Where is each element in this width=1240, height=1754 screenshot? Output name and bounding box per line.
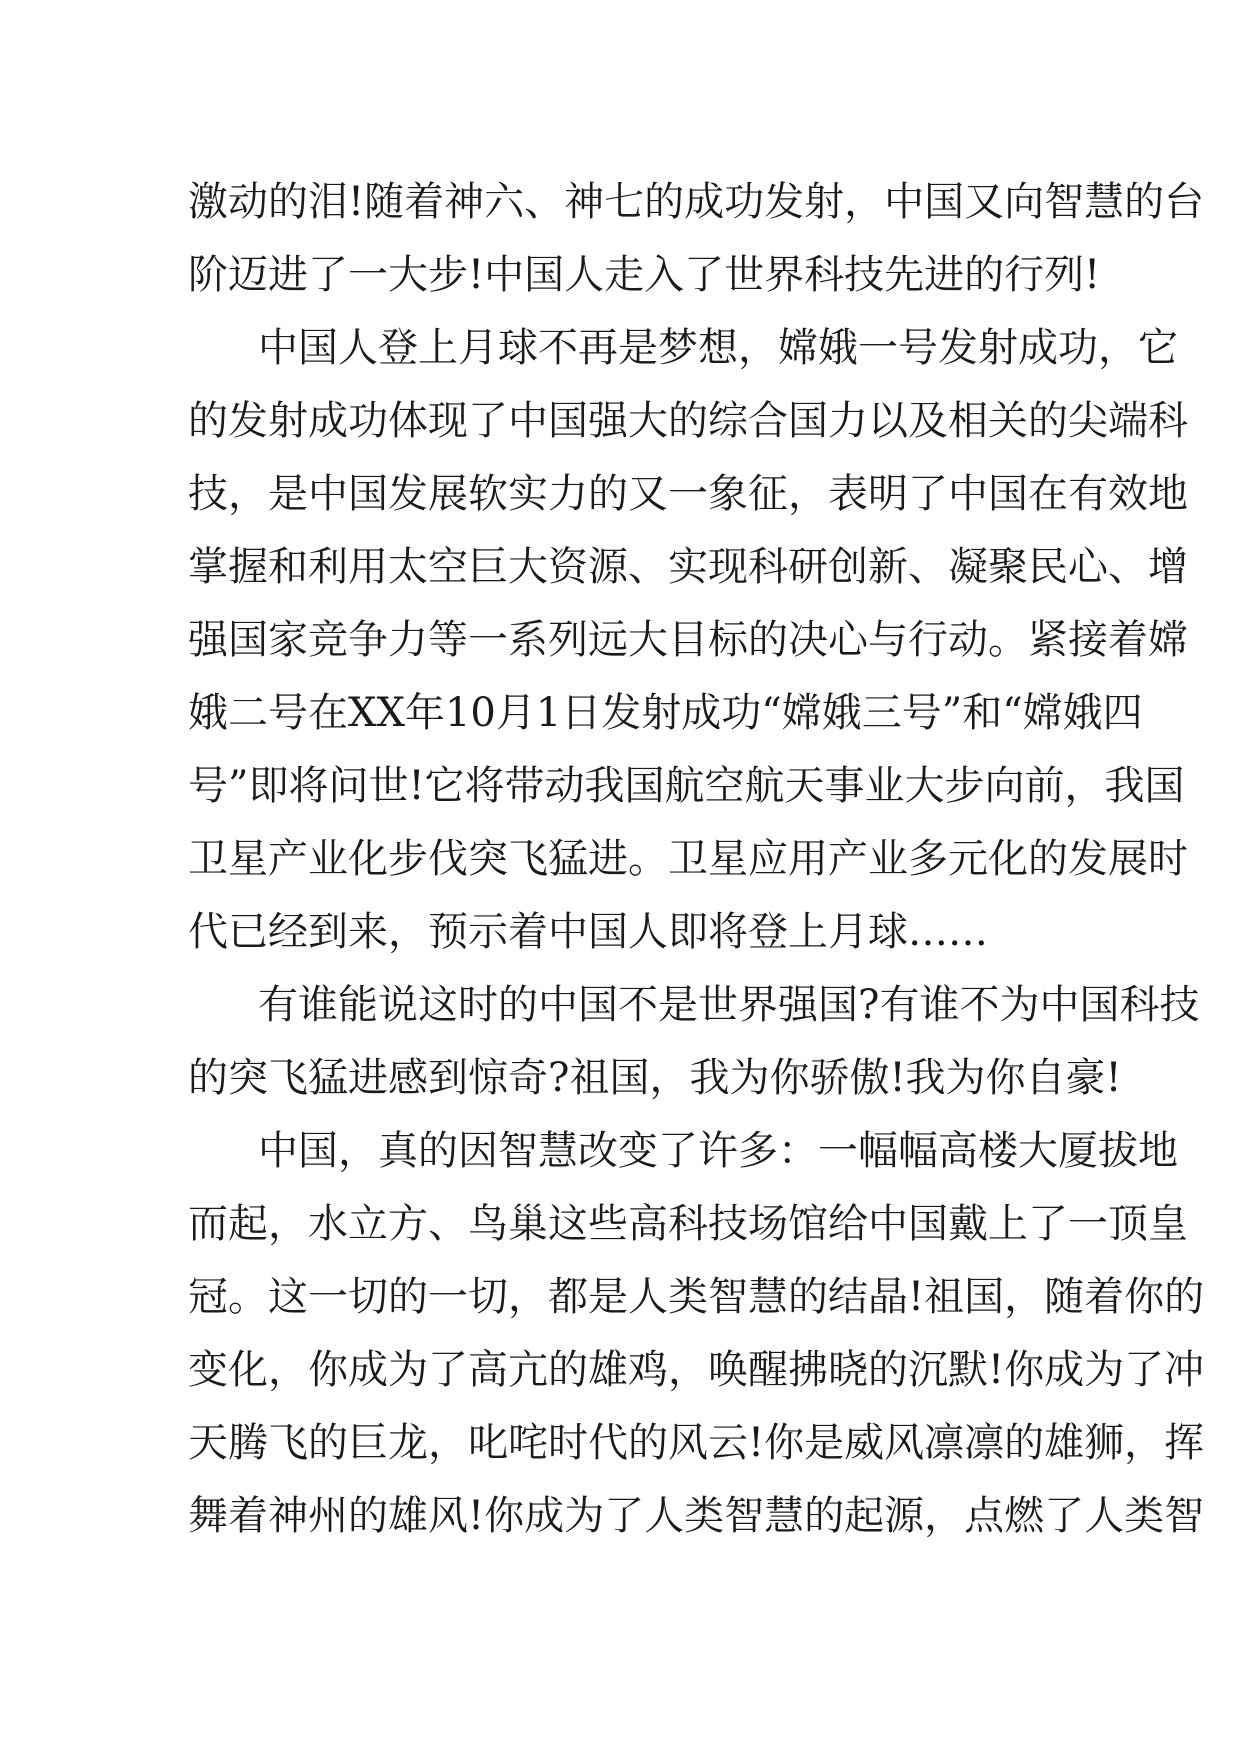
text-line: 阶迈进了一大步!中国人走入了世界科技先进的行列! (188, 252, 1101, 298)
paragraph-1 (188, 166, 1205, 312)
body-text (188, 166, 1205, 1553)
text-line: 变化，你成为了高亢的雄鸡，唤醒拂晓的沉默!你成为了冲 (188, 1347, 1205, 1393)
text-line: 中国，真的因智慧改变了许多：一幅幅高楼大厦拔地 (258, 1128, 1178, 1174)
text-line: 舞着神州的雄风!你成为了人类智慧的起源，点燃了人类智 (188, 1493, 1205, 1539)
text-line: 有谁能说这时的中国不是世界强国?有谁不为中国科技 (258, 982, 1200, 1028)
text-line: 号”即将问世!它将带动我国航空航天事业大步向前，我国 (188, 763, 1185, 809)
text-line: 天腾飞的巨龙，叱咤时代的风云!你是威风凛凛的雄狮，挥 (188, 1420, 1205, 1466)
text-line: 掌握和利用太空巨大资源、实现科研创新、凝聚民心、增 (188, 544, 1188, 590)
text-line: 技，是中国发展软实力的又一象征，表明了中国在有效地 (188, 471, 1188, 517)
paragraph-2 (188, 312, 1188, 969)
text-line: 中国人登上月球不再是梦想，嫦娥一号发射成功，它 (258, 325, 1178, 371)
text-line: 的发射成功体现了中国强大的综合国力以及相关的尖端科 (188, 398, 1188, 444)
text-line: 而起，水立方、鸟巢这些高科技场馆给中国戴上了一顶皇 (188, 1201, 1188, 1247)
paragraph-4 (188, 1115, 1205, 1553)
text-line: 强国家竞争力等一系列远大目标的决心与行动。紧接着嫦 (188, 617, 1188, 663)
text-line: 卫星产业化步伐突飞猛进。卫星应用产业多元化的发展时 (188, 836, 1188, 882)
text-line: 的突飞猛进感到惊奇?祖国，我为你骄傲!我为你自豪! (188, 1055, 1122, 1101)
text-line: 娥二号在XX年10月1日发射成功“嫦娥三号”和“嫦娥四 (188, 690, 1143, 736)
paragraph-3 (188, 969, 1200, 1115)
text-line: 冠。这一切的一切，都是人类智慧的结晶!祖国，随着你的 (188, 1274, 1205, 1320)
text-line: 代已经到来，预示着中国人即将登上月球…… (188, 909, 988, 955)
text-line: 激动的泪!随着神六、神七的成功发射，中国又向智慧的台 (188, 179, 1205, 225)
